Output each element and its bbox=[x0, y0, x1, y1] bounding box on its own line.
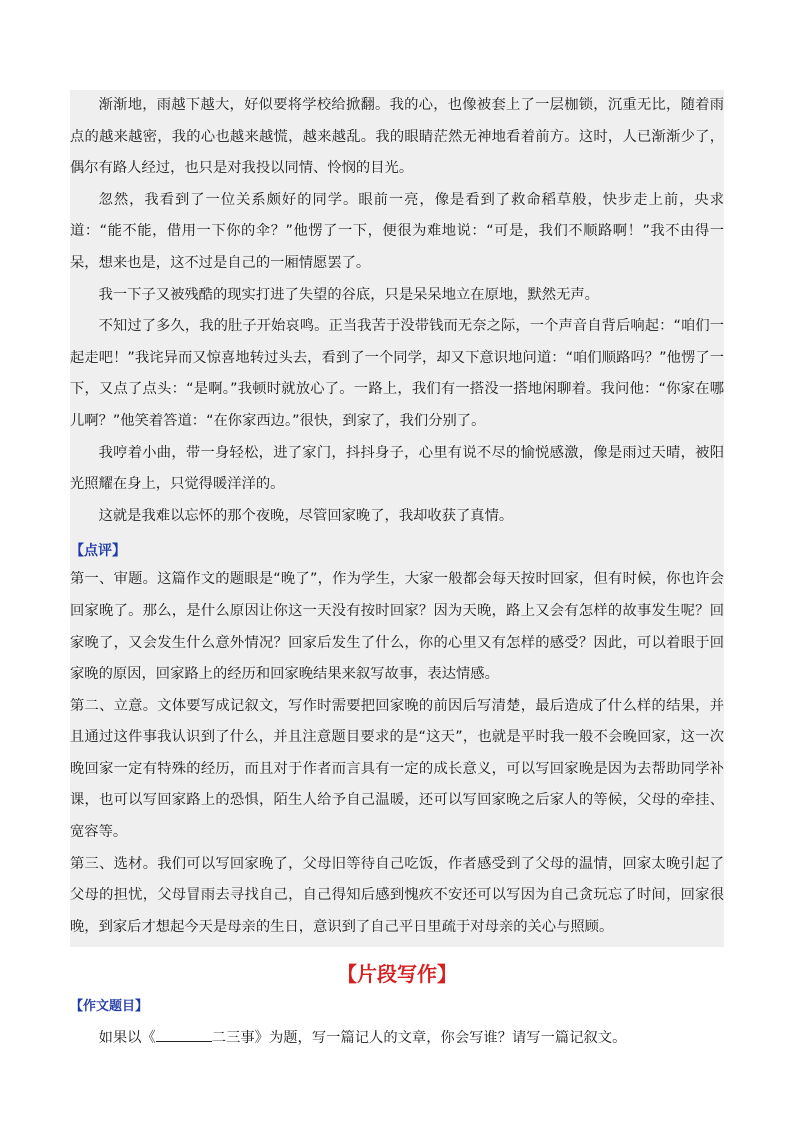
review-paragraph: 第二、立意。文体要写成记叙文，写作时需要把回家晚的前因后写清楚，最后造成了什么样的结果，并且通过这件事我认识到了什么，并且注意题目要求的是“这天”，也就是平时我一般不会晚回家，这一次晚回家一定有特殊的经历，而且对于作者而言具有一定的成长意义，可以写回家晚是因为去帮助同学补课，也可以写回家路上的恐惧，陌生人给予自己温暖，还可以写回家晚之后家人的等候，父母的牵挂、宽容等。 bbox=[70, 697, 724, 841]
fill-in-blank bbox=[156, 1027, 212, 1042]
prompt-suffix: 二三事》为题，写一篇记人的文章，你会写谁？请写一篇记叙文。 bbox=[211, 1030, 627, 1047]
review-paragraph: 第三、选材。我们可以写回家晚了，父母旧等待自己吃饭，作者感受到了父母的温情，回家太晚引起了父母的担忧，父母冒雨去寻找自己，自己得知后感到愧疚不安还可以写因为自己贪玩忘了时间，回家很晚，到家后才想起今天是母亲的生日，意识到了自己平日里疏于对母亲的关心与照顾。 bbox=[70, 855, 724, 935]
essay-paragraph: 忽然，我看到了一位关系颇好的同学。眼前一亮，像是看到了救命稻草般，快步走上前，央求道：“能不能，借用一下你的伞？”他愣了一下，便很为难地说：“可是，我们不顺路啊！”我不由得一呆，想来也是，这不过是自己的一厢情愿罢了。 bbox=[70, 191, 724, 271]
review-block bbox=[70, 536, 724, 947]
essay-paragraph: 渐渐地，雨越下越大，好似要将学校给掀翻。我的心，也像被套上了一层枷锁，沉重无比，随着雨点的越来越密，我的心也越来越慌，越来越乱。我的眼睛茫然无神地看着前方。这时，人已渐渐少了，偶尔有路人经过，也只是对我投以同情、怜悯的目光。 bbox=[70, 97, 724, 177]
document-page bbox=[70, 90, 724, 1053]
topic-heading: 【作文题目】 bbox=[70, 999, 149, 1015]
prompt-prefix: 如果以《 bbox=[98, 1030, 156, 1047]
writing-prompt bbox=[70, 1023, 724, 1053]
essay-paragraph: 这就是我难以忘怀的那个夜晚，尽管回家晚了，我却收获了真情。 bbox=[98, 507, 514, 524]
review-paragraph: 第一、审题。这篇作文的题眼是“晚了”，作为学生，大家一般都会每天按时回家，但有时候，你也许会回家晚了。那么，是什么原因让你这一天没有按时回家？因为天晚，路上又会有怎样的故事发生呢？回家晚了，又会发生什么意外情况？回家后发生了什么，你的心里又有怎样的感受？因此，可以着眼于回家晚的原因，回家路上的经历和回家晚结果来叙写故事，表达情感。 bbox=[70, 571, 724, 683]
essay-paragraph: 不知过了多久，我的肚子开始哀鸣。正当我苦于没带钱而无奈之际，一个声音自背后响起：“咱们一起走吧！”我诧异而又惊喜地转过头去，看到了一个同学，却又下意识地问道：“咱们顺路吗？”他愣了一下，又点了点头：“是啊。”我顿时就放心了。一路上，我们有一搭没一搭地闲聊着。我问他：“你家在哪儿啊？”他笑着答道：“在你家西边。”很快，到家了，我们分别了。 bbox=[70, 318, 724, 429]
essay-body bbox=[70, 90, 724, 536]
essay-paragraph: 我一下子又被残酷的现实打进了失望的谷底，只是呆呆地立在原地，默然无声。 bbox=[98, 286, 599, 303]
review-heading: 【点评】 bbox=[70, 543, 126, 560]
section-title: 【片段写作】 bbox=[337, 962, 457, 987]
essay-paragraph: 我哼着小曲，带一身轻松，进了家门，抖抖身子，心里有说不尽的愉悦感激，像是雨过天晴，被阳光照耀在身上，只觉得暖洋洋的。 bbox=[70, 444, 724, 493]
